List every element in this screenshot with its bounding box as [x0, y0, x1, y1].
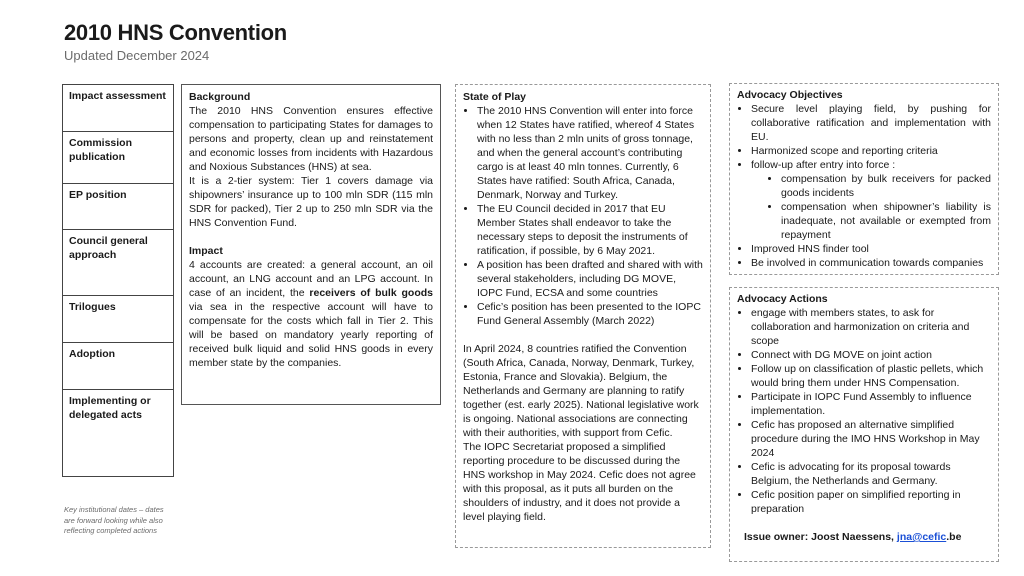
- tier-paragraph: It is a 2-tier system: Tier 1 covers damage via shipowners’ insurance up to 100 mln SDR (115 mln SDR for packed), Tier 2 up to 250 mln SDR via the HNS Convention Fund.: [189, 175, 433, 229]
- list-item: • Harmonized scope and reporting criteria: [751, 144, 991, 158]
- list-item: • Improved HNS finder tool: [751, 242, 991, 256]
- step-adoption: Adoption: [63, 343, 173, 390]
- page-subtitle: Updated December 2024: [64, 48, 210, 63]
- advocacy-objectives-box: [729, 83, 999, 275]
- list-item: • The EU Council decided in 2017 that EU Member States shall endeavor to take the necessary steps to deposit the instruments of ratification, if possible, by 6 May 2021.: [477, 202, 703, 258]
- list-item: • Cefic has proposed an alternative simplified procedure during the IMO HNS Workshop in May 2024: [751, 418, 991, 460]
- step-council-general-approach: Council general approach: [63, 230, 173, 296]
- objectives-heading: Advocacy Objectives: [737, 89, 843, 101]
- objectives-list: [737, 102, 991, 270]
- step-ep-position: EP position: [63, 184, 173, 230]
- state-of-play-list: [463, 104, 703, 328]
- footnote: Key institutional dates – dates are forward looking while also reflecting completed actions: [64, 505, 164, 535]
- issue-owner: Issue owner: Joost Naessens, jna@cefic.be: [744, 531, 962, 543]
- step-commission-publication: Commission publication: [63, 132, 173, 184]
- list-item: • compensation by bulk receivers for packed goods incidents: [781, 172, 991, 200]
- page-title: 2010 HNS Convention: [64, 20, 287, 45]
- list-item: • Secure level playing field, by pushing for collaborative ratification and implementation with EU.: [751, 102, 991, 144]
- list-item: • The 2010 HNS Convention will enter into force when 12 States have ratified, whereof 4 States with no less than 2 mln units of gross tonnage, and when the general account’s contributing cargo is at least 40 mln tonnes. Currently, 6 States have ratified: South Africa, Canada, Denmark, Norway and Turkey.: [477, 104, 703, 202]
- actions-list: [737, 306, 991, 516]
- process-steps: [62, 84, 174, 477]
- list-item: • Cefic’s position has been presented to the IOPC Fund General Assembly (March 2022): [477, 300, 703, 328]
- actions-heading: Advocacy Actions: [737, 293, 828, 305]
- state-of-play-heading: State of Play: [463, 91, 527, 103]
- list-item: • compensation when shipowner’s liability is inadequate, not available or exempted from repayment: [781, 200, 991, 242]
- sub-list: [751, 172, 991, 242]
- list-item: • engage with members states, to ask for collaboration and harmonization on criteria and scope: [751, 306, 991, 348]
- step-trilogues: Trilogues: [63, 296, 173, 343]
- impact-paragraph: 4 accounts are created: a general account, an oil account, an LNG account and an LPG account. In case of an incident, the receivers of bulk goods via sea in the respective account will have to compensate for the costs which fall in Tier 2. This will be based on mandatory yearly reporting of received bulk liquid and solid HNS goods in every member state by the companies.: [189, 259, 433, 369]
- ratification-paragraph: In April 2024, 8 countries ratified the Convention (South Africa, Canada, Norway, Denmark, Turkey, Estonia, France and Slovakia). Belgium, the Netherlands and Germany are planning to ratify together (est. early 2025). National legislative work is ongoing. National associations are connecting with their authorities, with support from Cefic.: [463, 343, 699, 439]
- list-item: • follow-up after entry into force : • compensation by bulk receivers for packed goods incidents • compensation when shipowner’s liability is inadequate, not available or exempted from repayment: [751, 158, 991, 242]
- list-item: • Be involved in communication towards companies: [751, 256, 991, 270]
- background-paragraph: The 2010 HNS Convention ensures effective compensation to participating States for damages to persons and property, clean up and reinstatement and economic losses from incidents with Hazardous and Noxious Substances (HNS) at sea.: [189, 105, 433, 173]
- iopc-paragraph: The IOPC Secretariat proposed a simplified reporting procedure to be discussed during the HNS workshop in May 2024. Cefic does not agree with this proposal, as it puts all burden on the shoulders of industry, and it does not provide a level playing field.: [463, 441, 696, 523]
- list-item: • Cefic is advocating for its proposal towards Belgium, the Netherlands and Germany.: [751, 460, 991, 488]
- owner-email-link[interactable]: jna@cefic: [896, 531, 947, 543]
- list-item: • A position has been drafted and shared with with several stakeholders, including DG MOVE, IOPC Fund, ECSA and some countries: [477, 258, 703, 300]
- list-item: • Cefic position paper on simplified reporting in preparation: [751, 488, 991, 516]
- background-heading: Background: [189, 91, 251, 103]
- step-impact-assessment: Impact assessment: [63, 85, 173, 132]
- list-item: • Follow up on classification of plastic pellets, which would bring them under HNS Compensation.: [751, 362, 991, 390]
- state-of-play-box: [455, 84, 711, 548]
- impact-heading: Impact: [189, 245, 223, 257]
- background-box: [181, 84, 441, 405]
- list-item: • Participate in IOPC Fund Assembly to influence implementation.: [751, 390, 991, 418]
- advocacy-actions-box: [729, 287, 999, 562]
- step-implementing-acts: Implementing or delegated acts: [69, 395, 151, 421]
- list-item: • Connect with DG MOVE on joint action: [751, 348, 991, 362]
